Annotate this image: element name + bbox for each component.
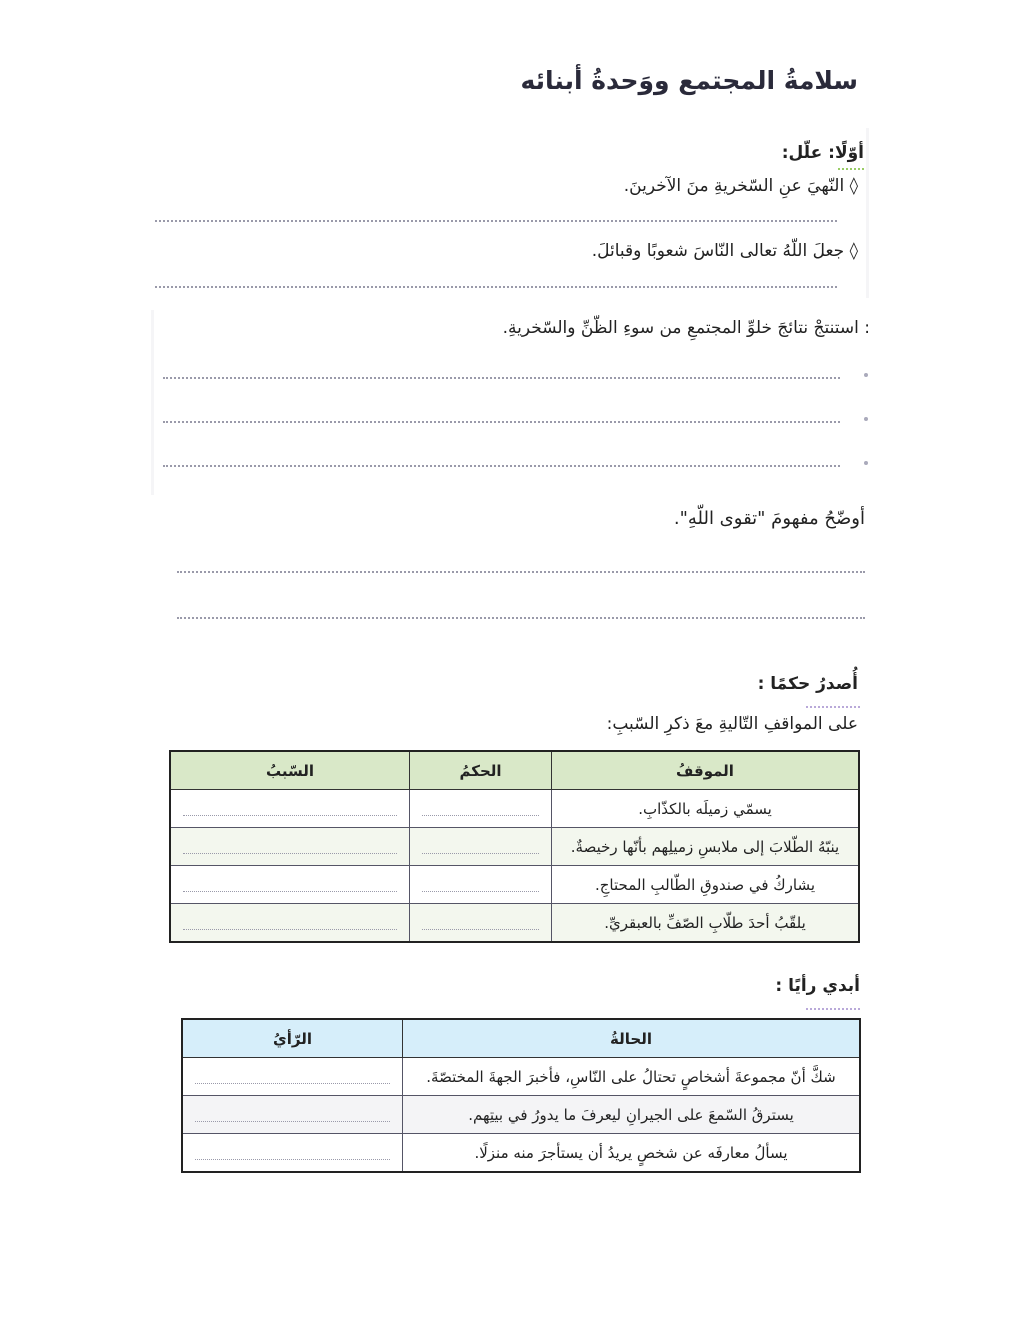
column-header: السّببُ bbox=[170, 751, 410, 790]
table-row bbox=[170, 866, 859, 904]
case-cell: شكَّ أنّ مجموعةَ أشخاصٍ تحتالُ على النّاسِ، فأخبرَ الجهةَ المختصّةَ. bbox=[403, 1058, 861, 1096]
page-title: سلامةُ المجتمع ووَحدةُ أبنائه bbox=[520, 66, 858, 95]
answer-line[interactable] bbox=[163, 465, 840, 467]
question-item: ◊ جعلَ اللّهُ تعالى النّاسَ شعوبًا وقبائلَ. bbox=[591, 241, 858, 261]
heading-underline bbox=[838, 164, 864, 170]
opinion-cell[interactable] bbox=[182, 1134, 403, 1173]
answer-line[interactable] bbox=[155, 220, 837, 222]
table-header-row bbox=[170, 751, 859, 790]
case-cell: يسترقُ السّمعَ على الجيرانِ ليعرفَ ما يدورُ في بيتِهم. bbox=[403, 1096, 861, 1134]
answer-line[interactable] bbox=[163, 377, 840, 379]
reason-cell[interactable] bbox=[170, 790, 410, 828]
judgement-cell[interactable] bbox=[410, 904, 552, 943]
answer-line[interactable] bbox=[155, 286, 837, 288]
situation-cell: يسمّي زميلَه بالكذّابِ. bbox=[552, 790, 860, 828]
opinion-cell[interactable] bbox=[182, 1096, 403, 1134]
judgement-cell[interactable] bbox=[410, 828, 552, 866]
judgement-cell[interactable] bbox=[410, 790, 552, 828]
bullet-icon bbox=[864, 373, 868, 377]
question-item: ◊ النّهيَ عنِ السّخريةِ منَ الآخرينَ. bbox=[623, 176, 858, 196]
bullet-icon bbox=[864, 417, 868, 421]
section4-subheading: على المواقفِ التّاليةِ معَ ذكرِ السّببِ: bbox=[606, 714, 858, 734]
table-row bbox=[170, 790, 859, 828]
answer-line[interactable] bbox=[177, 617, 865, 619]
answer-line[interactable] bbox=[177, 571, 865, 573]
heading-underline bbox=[806, 702, 860, 708]
table-row bbox=[170, 904, 859, 943]
table-row bbox=[170, 828, 859, 866]
heading-underline bbox=[806, 1004, 860, 1010]
table-row bbox=[182, 1096, 860, 1134]
situation-cell: يلقّبُ أحدَ طلّابِ الصّفِّ بالعبقريِّ. bbox=[552, 904, 860, 943]
situation-cell: ينبّهُ الطّلابَ إلى ملابسِ زميلِهم بأنّها رخيصةٌ. bbox=[552, 828, 860, 866]
section4-heading: أُصدرُ حكمًا : bbox=[757, 674, 858, 694]
opinion-table bbox=[181, 1018, 861, 1173]
judgement-table bbox=[169, 750, 860, 943]
table-row bbox=[182, 1058, 860, 1096]
situation-cell: يشاركُ في صندوقِ الطّالبِ المحتاجِ. bbox=[552, 866, 860, 904]
section3-heading: أوضّحُ مفهومَ "تقوى اللّهِ". bbox=[673, 508, 865, 529]
reason-cell[interactable] bbox=[170, 828, 410, 866]
section1-heading: أوّلًا: علّل: bbox=[781, 143, 864, 163]
section-margin bbox=[866, 128, 869, 298]
reason-cell[interactable] bbox=[170, 904, 410, 943]
case-cell: يسألُ معارفَه عن شخصٍ يريدُ أن يستأجرَ منه منزلًا. bbox=[403, 1134, 861, 1173]
bullet-icon bbox=[864, 461, 868, 465]
column-header: الحالةُ bbox=[403, 1019, 861, 1058]
section2-heading: : استنتجْ نتائجَ خلوِّ المجتمعِ من سوءِ الظّنِّ والسّخريةِ. bbox=[502, 318, 870, 338]
table-row bbox=[182, 1134, 860, 1173]
table-header-row bbox=[182, 1019, 860, 1058]
opinion-cell[interactable] bbox=[182, 1058, 403, 1096]
column-header: الحكمُ bbox=[410, 751, 552, 790]
reason-cell[interactable] bbox=[170, 866, 410, 904]
answer-line[interactable] bbox=[163, 421, 840, 423]
column-header: الرّأيُ bbox=[182, 1019, 403, 1058]
judgement-cell[interactable] bbox=[410, 866, 552, 904]
section5-heading: أبدي رأيًا : bbox=[775, 976, 860, 996]
section-margin bbox=[151, 310, 154, 495]
column-header: الموقفُ bbox=[552, 751, 860, 790]
